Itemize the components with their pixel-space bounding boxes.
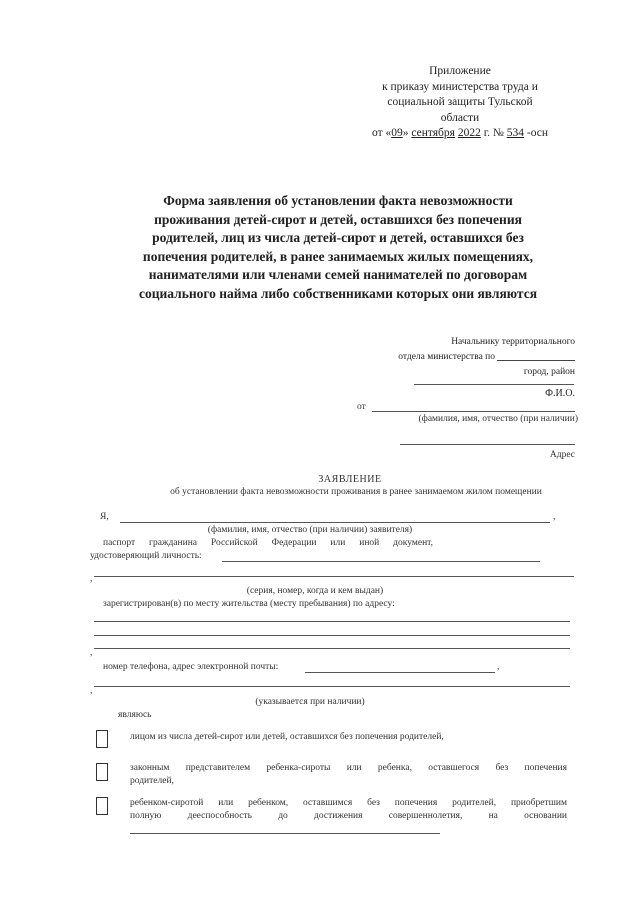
from-line[interactable] (372, 411, 575, 412)
form-title-line-3: родителей, лиц из числа детей-сирот и детей, оставшихся без (152, 230, 524, 245)
date-g: г. № (480, 127, 507, 139)
phone-label: номер телефона, адрес электронной почты: (103, 662, 279, 672)
applicant-name-line[interactable] (120, 522, 550, 523)
form-title-line-4: попечения родителей, в ранее занимаемых жилых помещениях, (142, 248, 534, 264)
from-hint: (фамилия, имя, отчество (при наличии) (418, 414, 578, 424)
statement-heading: ЗАЯВЛЕНИЕ (318, 474, 382, 485)
from-label: от (357, 402, 366, 412)
registered-comma: , (90, 648, 93, 658)
addressee-dept-label: отдела министерства по (398, 352, 495, 362)
date-year: 2022 (457, 127, 481, 139)
phone-line[interactable] (305, 672, 495, 673)
appendix-line-3: области (440, 111, 480, 124)
passport-comma: , (90, 574, 93, 584)
registered-line-2[interactable] (94, 635, 570, 636)
fio-line[interactable] (414, 384, 574, 385)
registered-line-1[interactable] (94, 621, 570, 622)
identity-line[interactable] (222, 561, 540, 562)
email-line[interactable] (94, 686, 570, 687)
option-1-checkbox[interactable] (96, 730, 108, 748)
email-comma: , (90, 686, 93, 696)
option-1-text: лицом из числа детей-сирот или детей, оставшихся без попечения родителей, (130, 732, 444, 742)
option-2-text-line-2: родителей, (130, 776, 174, 786)
form-title-line-5: нанимателями или членами семей нанимателей по договорам (148, 267, 528, 282)
option-3-text-line-2: полную дееспособность до достижения совершеннолетия, на основании (130, 811, 567, 821)
option-2-checkbox[interactable] (96, 763, 108, 781)
addressee-fio: Ф.И.О. (545, 388, 575, 399)
am-label: являюсь (118, 710, 152, 720)
option-2-text-line-1: законным представителем ребенка-сироты или ребенка, оставшегося без попечения (130, 763, 567, 773)
appendix-title: Приложение (429, 65, 491, 77)
addressee-line-2 (360, 352, 575, 362)
registered-line-3[interactable] (94, 648, 570, 649)
passport-line-2[interactable] (94, 576, 574, 577)
appendix-line-1: к приказу министерства труда и (382, 80, 538, 93)
identity-label: удостоверяющий личность: (90, 551, 202, 561)
date-mid: » (402, 127, 412, 139)
appendix-block (330, 64, 590, 142)
statement-subheading: об установлении факта невозможности проживания в ранее занимаемом жилом помещении (170, 487, 542, 497)
registered-label: зарегистрирован(в) по месту жительства (месту пребывания) по адресу: (103, 599, 395, 609)
addressee-dept-field[interactable] (497, 360, 575, 361)
passport-text: паспорт гражданина Российской Федерации или иной документ, (103, 538, 433, 548)
option-3-text-line-1: ребенком-сиротой или ребенком, оставшимся без попечения родителей, приобретшим (130, 798, 567, 808)
date-day: 09 (391, 127, 403, 139)
address-label: Адрес (549, 450, 575, 460)
phone-comma: , (497, 662, 500, 672)
date-suffix: -осн (523, 127, 548, 139)
name-comma: , (553, 512, 556, 522)
passport-hint: (серия, номер, когда и кем выдан) (246, 586, 384, 596)
address-line[interactable] (400, 444, 575, 445)
option-3-checkbox[interactable] (96, 797, 108, 815)
addressee-line-1: Начальнику территориального (451, 337, 575, 347)
option-3-basis-line[interactable] (130, 833, 440, 834)
date-month: сентября (411, 127, 455, 139)
form-title-line-1: Форма заявления об установлении факта невозможности (163, 193, 513, 208)
appendix-date (330, 126, 590, 142)
form-title-line-2: проживания детей-сирот и детей, оставшихся без попечения (154, 211, 522, 227)
appendix-line-2: социальной защиты Тульской (387, 96, 533, 108)
i-label: Я, (100, 512, 109, 522)
date-prefix: от « (372, 127, 392, 139)
date-number: 534 (506, 127, 524, 139)
name-hint: (фамилия, имя, отчество (при наличии) заявителя) (207, 525, 413, 535)
if-any-hint: (указывается при наличии) (255, 697, 365, 707)
form-title-line-6: социального найма либо собственниками которых они являются (138, 285, 538, 301)
addressee-city: город, район (523, 367, 575, 377)
form-title (78, 192, 598, 303)
